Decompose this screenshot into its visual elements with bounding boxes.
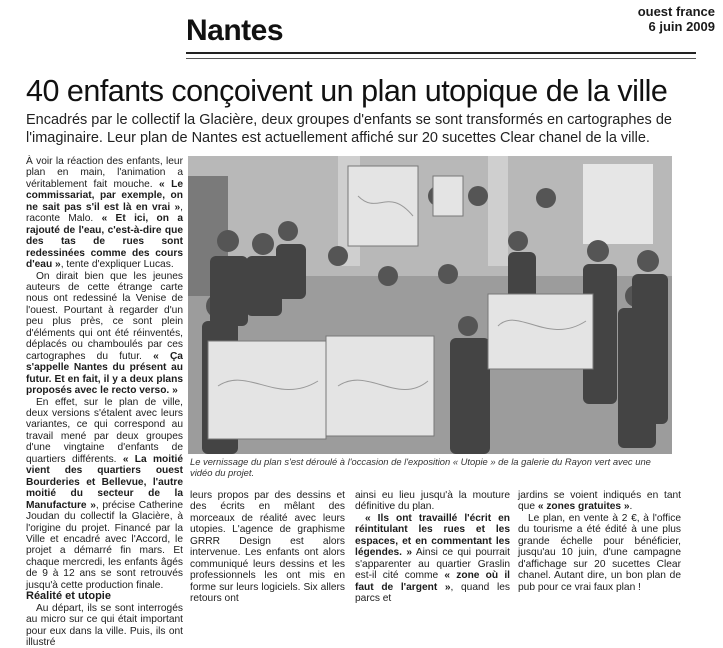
section-title: Nantes: [186, 14, 284, 47]
article-photo: [188, 156, 672, 454]
subheading: Réalité et utopie: [26, 590, 111, 603]
article-column-4: [518, 490, 681, 593]
paragraph: Le plan, en vente à 2 €, à l'office du tourisme a été édité à une plus grande échelle pour bénéficier, jusqu'au 10 juin, d'une campagne d'affichage sur 20 sucettes Clear chanel. Autant dire, un bon plan de pub pour ce vrai faux plan !: [518, 512, 681, 593]
group-photo-icon: [188, 156, 672, 454]
article-column-3: [355, 490, 510, 605]
paragraph: ainsi eu lieu jusqu'à la mouture définitive du plan.: [355, 490, 510, 513]
paragraph: Au départ, ils se sont interrogés au micro sur ce qui était important pour eux dans la ville. Puis, ils ont illustré: [26, 602, 183, 648]
publication-date: 6 juin 2009: [648, 19, 715, 34]
header-rule-thin: [186, 58, 696, 59]
source-block: [638, 4, 715, 34]
paragraph: leurs propos par des dessins et des écrits en mêlant des morceaux de réalité avec leurs utopies. L'agence de graphisme GRRR Design est alors intervenue. Les enfants ont alors communiqué leurs dessins et les professionnels les ont mis en forme sur leurs logiciels. Six allers retours ont: [190, 490, 345, 605]
newspaper-name: ouest france: [637, 4, 715, 19]
paragraph: À voir la réaction des enfants, leur plan en main, l'animation a véritablement fait mouche. « Le commissariat, par exemple, on ne sait pas s'il est là en vrai », raconte Malo. « Et ici, on a rajouté de l'eau, c'est-à-dire que des tas de rues sont redessinées comme des cours d'eau », tente d'expliquer Lucas.: [26, 156, 184, 271]
article-standfirst: Encadrés par le collectif la Glacière, deux groupes d'enfants se sont transformés en cartographes de l'imaginaire. Leur plan de Nantes est actuellement affiché sur 20 sucettes Clear chanel de la ville.: [26, 112, 672, 146]
article-column-1: [26, 156, 183, 648]
article-column-2: [190, 490, 345, 605]
paragraph: En effet, sur le plan de ville, deux versions s'étalent avec leurs variantes, ce qui correspond au travail mené par deux groupes d'une vingtaine d'enfants de quartiers différents. « La moitié vient des quartiers ouest Bourderies et Bellevue, l'autre moitié du secteur de la Manufacture », précise Catherine Joudan du collectif la Glacière, à l'origine du projet. Financé par la Ville et encadré avec l'Accord, le projet a démarré fin mars. Et chaque mercredi, les enfants âgés de 9 à 12 ans se sont retrouvés jusqu'à cette production finale.: [26, 396, 183, 591]
paragraph: jardins se voient indiqués en tant que « zones gratuites ».: [518, 490, 681, 513]
paragraph: On dirait bien que les jeunes auteurs de cette étrange carte nous ont redessiné la Venise de l'ouest. Pourtant à regarder d'un peu plus près, ce sont plein d'éléments qui ont été réinventés, déplacés ou chamboulés par ces cartographes du futur. « Ça s'appelle Nantes du présent au futur. Et en fait, il y a deux plans proposés avec le recto verso. »: [26, 270, 183, 397]
article-headline: 40 enfants conçoivent un plan utopique de la ville: [26, 74, 668, 108]
header-rule: [186, 52, 696, 54]
paragraph: « Ils ont travaillé l'écrit en réintitulant les rues et les espaces, et en commentant les légendes. » Ainsi ce qui pourrait s'apparenter au quartier Graslin est-il cité comme « zone où il faut de l'argent », quand les parcs et: [355, 512, 511, 605]
photo-caption: Le vernissage du plan s'est déroulé à l'occasion de l'exposition « Utopie » de la galerie du Rayon vert avec une vidéo du projet.: [190, 456, 651, 478]
